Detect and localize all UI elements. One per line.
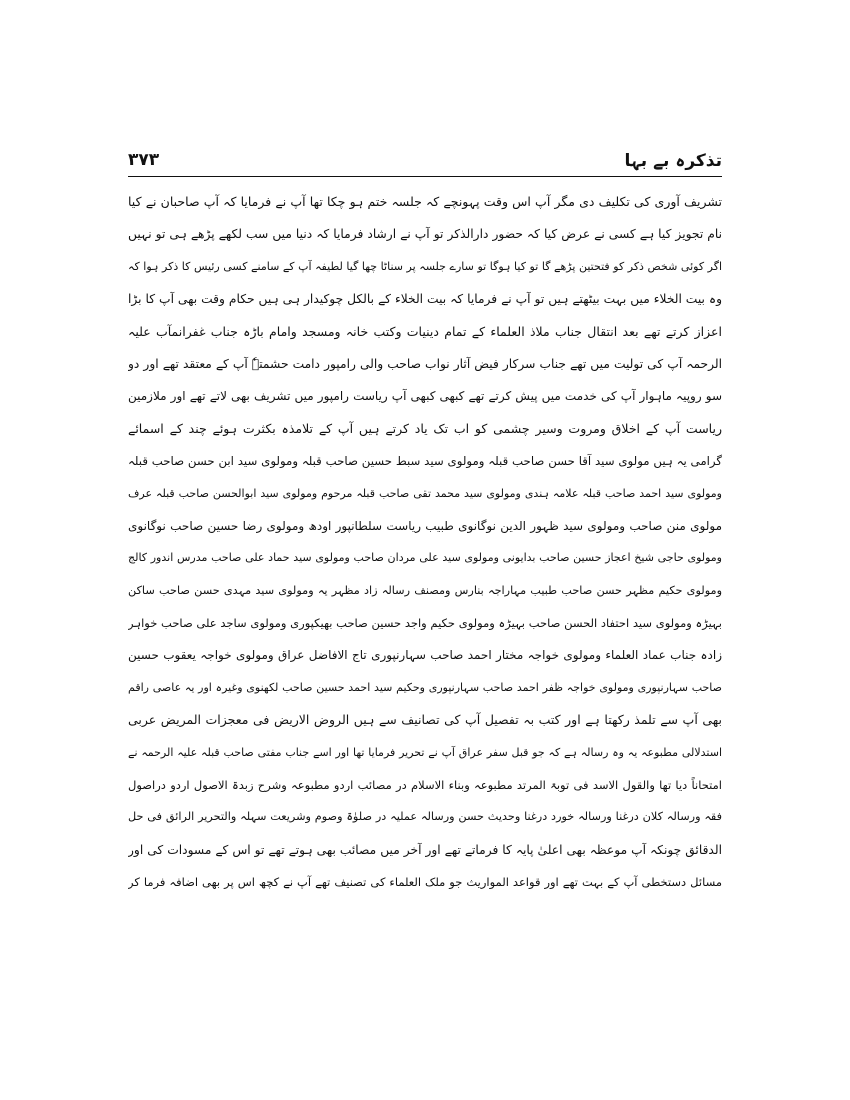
running-title: تذکرہ بے بہا [624,151,722,171]
text-line: مسائل دستخطی آپ کے بہت تھے اور قواعد المواریث جو ملک العلماء کی تصنیف تھے آپ نے کچھ اس پر بھی اضافہ فرما کر [128,875,722,890]
text-line: ومولوی سید احمد صاحب قبلہ علامہ ہندی ومولوی سید محمد تقی صاحب قبلہ مرحوم ومولوی سید ابوالحسن صاحب قبلہ عرف [128,486,722,500]
text-line: گرامی یہ ہیں مولوی سید آقا حسن صاحب قبلہ ومولوی سید سبط حسین صاحب قبلہ ومولوی سید ابن حسن صاحب قبلہ [128,454,722,469]
text-line: الدقائق چونکہ آپ موعظہ بھی اعلیٰ پایہ کا فرماتے تھے اور آخر میں مصائب بھی ہوتے تھے تو اس کے مسودات کی اور [128,842,722,857]
text-line: ریاست آپ کے اخلاق ومروت وسیر چشمی کو اب تک یاد کرتے ہیں آپ کے تلامذہ بکثرت ہوئے چند کے اسمائے [128,420,722,436]
text-line: اگر کوئی شخص ذکر کو فتحتین پڑھے گا تو کیا ہوگا تو سارے جلسہ پر سناٹا چھا گیا لطیفہ آپ کے سامنے کسی رئیس کا ذکر ہوا کہ [128,259,722,273]
text-line: امتحاناً دیا تھا والقول الاسد فی توبۃ المرتد مطبوعہ وبناء الاسلام در مصائب اردو مطبوعہ وشرح زبدۃ الاصول اردو دراصول [128,778,722,793]
text-line: الرحمہ آپ کی تولیت میں تھے جناب سرکار فیض آثار نواب صاحب والی رامپور دامت حشمتہٗ آپ کے معتقد تھے اور دو [128,356,722,371]
header-divider [128,176,722,177]
page-number: ۳۷۳ [128,150,160,170]
text-line: وہ بیت الخلاء میں بہت بیٹھتے ہیں تو آپ نے فرمایا کہ بیت الخلاء کے بالکل چوکیدار ہی ہیں حکام وقت بھی آپ کا بڑا [128,292,722,307]
text-line: سو روپیہ ماہوار آپ کی خدمت میں پیش کرتے تھے کبھی کبھی آپ ریاست رامپور میں تشریف بھی لاتے تھے اور ملازمین [128,389,722,404]
text-line: بھی آپ سے تلمذ رکھتا ہے اور کتب بہ تفصیل آپ کی تصانیف سے ہیں الروض الاریض فی معجزات المریض عربی [128,712,722,728]
page-header [128,148,722,176]
text-line: تشریف آوری کی تکلیف دی مگر آپ اس وقت پہونچے کہ جلسہ ختم ہو چکا تھا آپ نے فرمایا کہ آپ صاحبان نے کیا [128,194,722,209]
text-line: بہیڑہ ومولوی سید احتفاد الحسن صاحب بہیڑہ ومولوی حکیم واجد حسین صاحب بھیکپوری ومولوی ساجد علی صاحب خواہر [128,616,722,631]
text-line: نام تجویز کیا ہے کسی نے عرض کیا کہ حضور دارالذکر تو آپ نے ارشاد فرمایا کہ دنیا میں سب لکھے پڑھے ہی تو نہیں [128,227,722,242]
text-line: مولوی منن صاحب ومولوی سید ظہور الدین نوگانوی طبیب ریاست سلطانپور اودھ ومولوی رضا حسین صاحب نوگانوی [128,518,722,533]
text-line: استدلالی مطبوعہ یہ وہ رسالہ ہے کہ جو قبل سفر عراق آپ نے تحریر فرمایا تھا اور اسے جناب مفتی صاحب قبلہ علیہ الرحمہ نے [128,745,722,759]
text-line: ومولوی حکیم مظہر حسن صاحب طبیب مہاراجہ بنارس ومصنف رسالہ زاد مظہر یہ ومولوی سید مہدی حسن صاحب ساکن [128,583,722,597]
text-line: اعزاز کرتے تھے بعد انتقال جناب ملاذ العلماء کے تمام دینیات وکتب خانہ ومسجد وامام باڑہ جناب غفرانمآب علیہ [128,323,722,339]
text-line: زادہ جناب عماد العلماء ومولوی خواجہ مختار احمد صاحب سہارنپوری تاج الافاضل عراق ومولوی خواجہ یعقوب حسین [128,648,722,663]
body-text [128,186,722,899]
text-line: صاحب سہارنپوری ومولوی خواجہ ظفر احمد صاحب سہارنپوری وحکیم سید احمد حسین صاحب لکھنوی وغیرہ اور یہ عاصی راقم [128,680,722,694]
text-line: فقہ ورسالہ کلان درغنا ورسالہ خورد درغنا وحدیث حسن ورسالہ عملیہ در صلوٰۃ وصوم وشریعت سہلہ والتحریر الرائق فی حل [128,810,722,824]
text-line: ومولوی حاجی شیخ اعجاز حسین صاحب بدایونی ومولوی سید علی مردان صاحب ومولوی سید حماد علی صاحب مدرس اندور کالج [128,551,722,565]
